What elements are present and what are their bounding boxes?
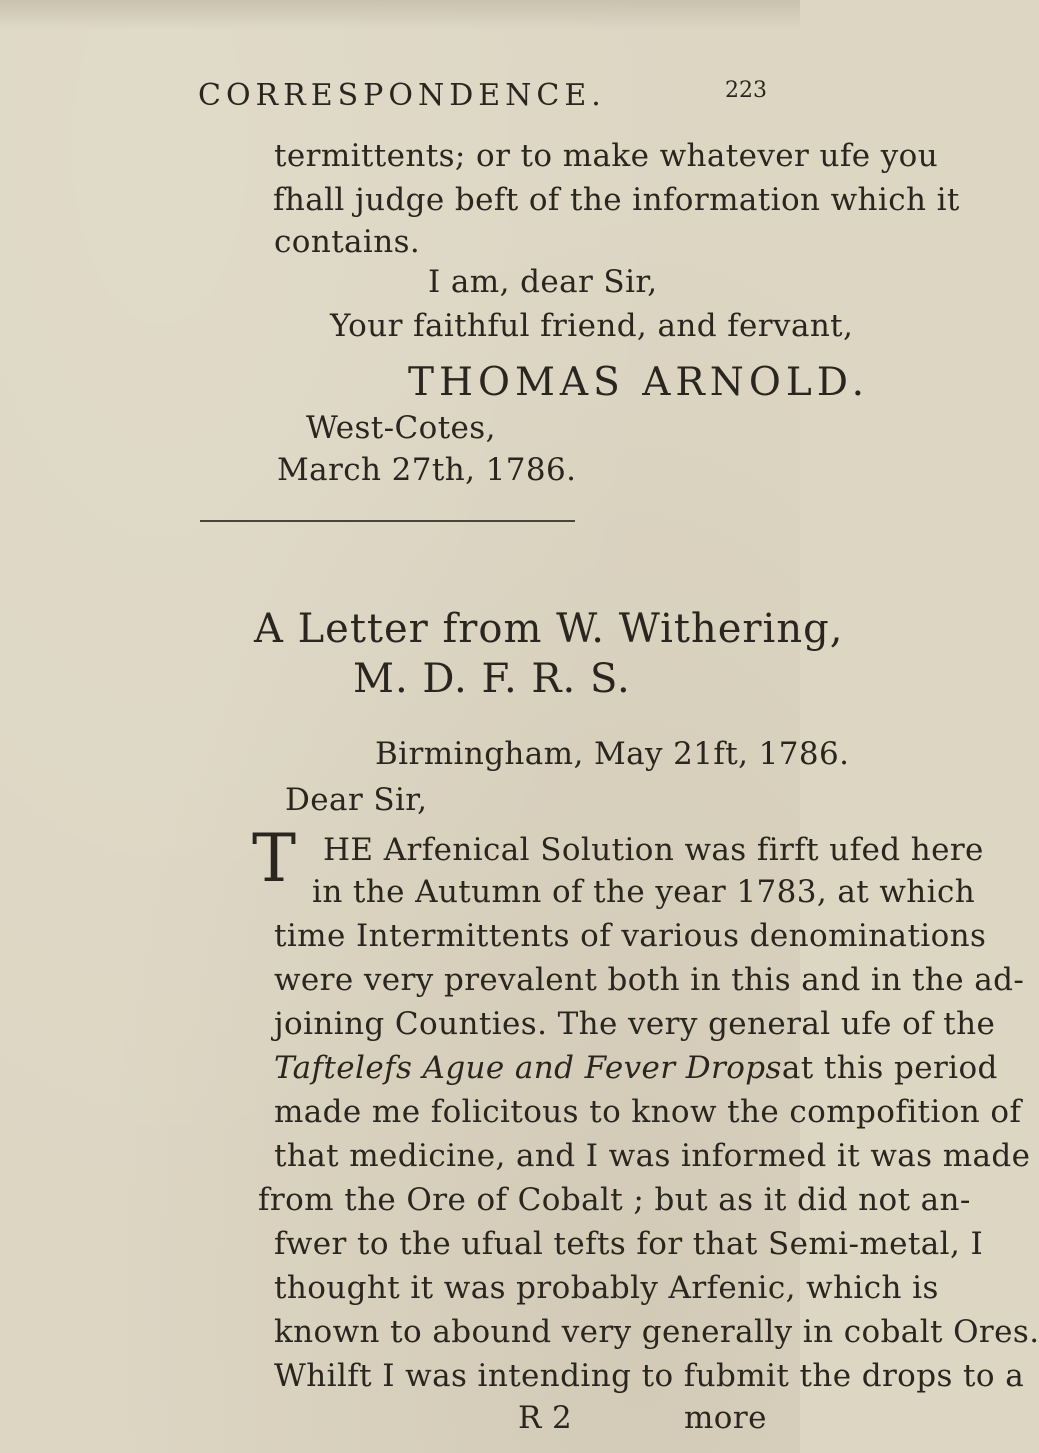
letter-line-3: time Intermittents of various denominations <box>274 918 987 954</box>
letter-heading-line-1: A Letter from W. Withering, <box>254 606 844 652</box>
letter-line-5: joining Counties. The very general ufe of the <box>274 1006 996 1042</box>
letter-line-7: made me folicitous to know the compofition of <box>274 1094 1022 1130</box>
letter-salutation: Dear Sir, <box>285 782 428 818</box>
italic-medicine-name: Taftelefs Ague and Fever Drops <box>274 1050 782 1086</box>
prev-letter-salutation: I am, dear Sir, <box>428 264 658 300</box>
section-divider <box>200 520 575 522</box>
prev-letter-date: March 27th, 1786. <box>277 452 577 488</box>
letter-place-date: Birmingham, May 21ft, 1786. <box>375 736 850 772</box>
running-head: CORRESPONDENCE. <box>198 78 606 113</box>
letter-line-11: thought it was probably Arfenic, which is <box>274 1270 939 1306</box>
prev-letter-closing: Your faithful friend, and fervant, <box>330 308 854 344</box>
prev-letter-line-2: fhall judge beft of the information which it <box>273 182 960 218</box>
drop-cap: T <box>252 820 297 897</box>
letter-line-2: in the Autumn of the year 1783, at which <box>312 874 976 910</box>
letter-line-6 <box>274 1050 998 1086</box>
signature-mark: R 2 <box>518 1400 573 1436</box>
letter-line-10: fwer to the ufual tefts for that Semi-metal, I <box>274 1226 984 1262</box>
letter-line-8: that medicine, and I was informed it was made <box>274 1138 1031 1174</box>
prev-letter-place: West-Cotes, <box>306 410 496 446</box>
prev-letter-line-1: termittents; or to make whatever ufe you <box>274 138 939 174</box>
letter-heading-line-2: M. D. F. R. S. <box>353 656 631 702</box>
prev-letter-signature: THOMAS ARNOLD. <box>408 360 870 405</box>
page-top-edge <box>0 0 800 30</box>
prev-letter-line-3: contains. <box>274 224 421 260</box>
letter-line-13: Whilft I was intending to fubmit the drops to a <box>274 1358 1025 1394</box>
letter-line-6-rest: at this period <box>781 1050 998 1086</box>
letter-line-4: were very prevalent both in this and in the ad- <box>274 962 1025 998</box>
letter-line-9: from the Ore of Cobalt ; but as it did not an- <box>258 1182 971 1218</box>
letter-line-1: HE Arfenical Solution was firft ufed here <box>323 832 984 868</box>
catchword: more <box>684 1400 767 1436</box>
letter-line-12: known to abound very generally in cobalt Ores. <box>274 1314 1039 1350</box>
page-number: 223 <box>725 78 767 103</box>
